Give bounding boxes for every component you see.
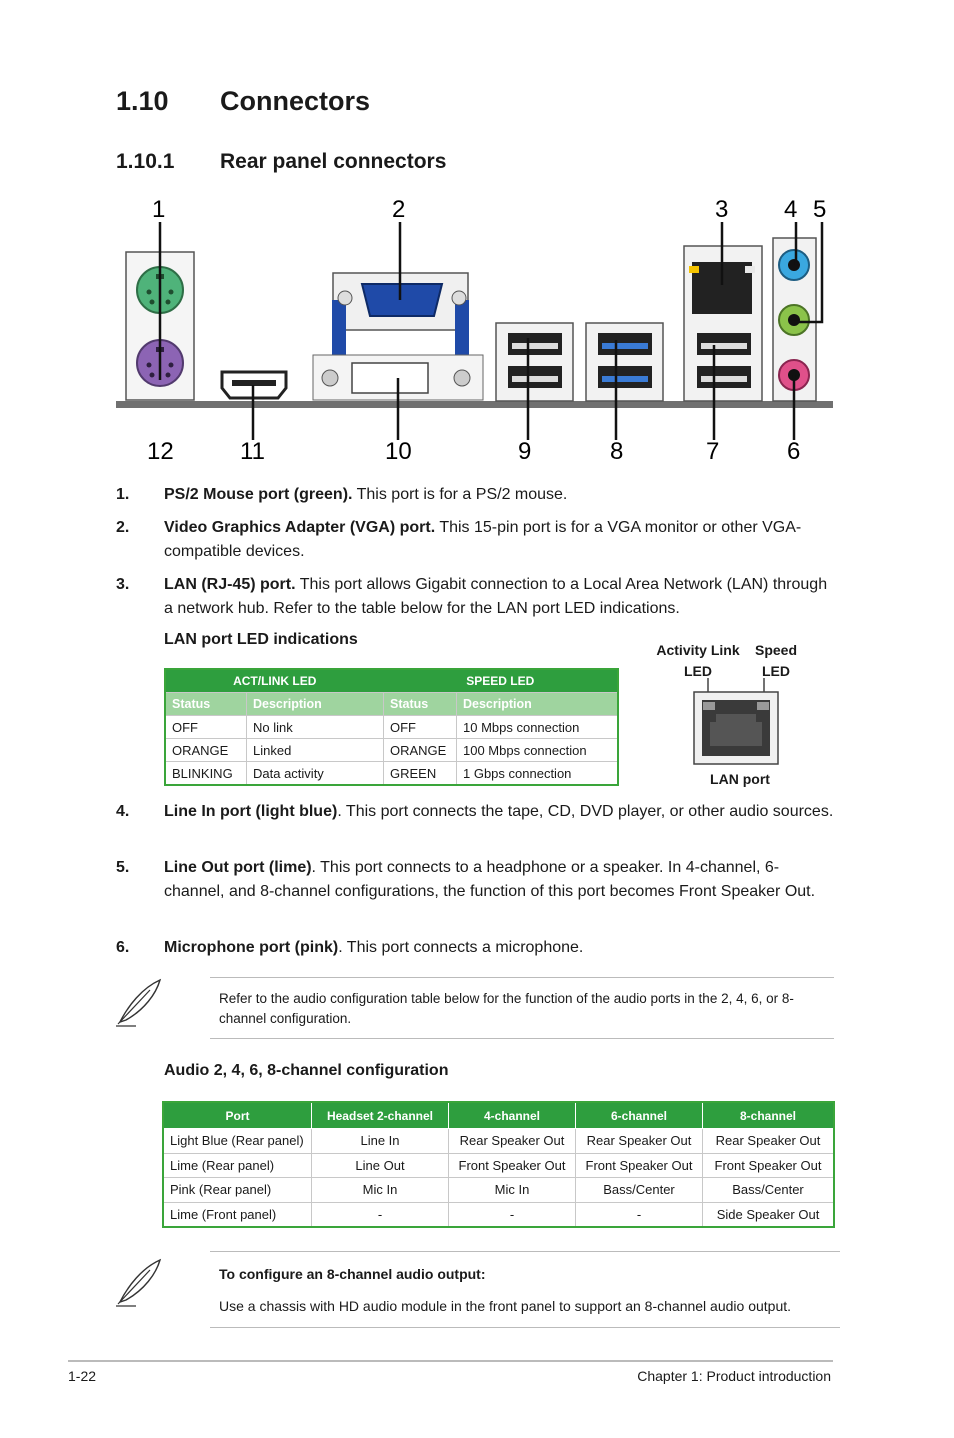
group-header-act: ACT/LINK LED <box>165 669 384 693</box>
list-item-text: . This port connects to a headphone or a speaker. In 4-channel, 6-channel, and 8-channel configurations, the function of this port becomes Front Speaker Out. <box>164 859 816 900</box>
column-header: Status <box>165 693 247 716</box>
list-item-3 <box>116 573 836 620</box>
list-item-4 <box>116 800 836 824</box>
table-cell: 10 Mbps connection <box>457 716 619 739</box>
column-header: Description <box>457 693 619 716</box>
table-header <box>163 1102 834 1129</box>
note-feather-icon <box>114 976 164 1028</box>
table-cell: GREEN <box>384 762 457 786</box>
list-item-number: 3. <box>116 576 130 593</box>
table-cell: 100 Mbps connection <box>457 739 619 762</box>
column-header: 6-channel <box>576 1102 703 1129</box>
list-item-number: 2. <box>116 519 130 536</box>
note-title: To configure an 8-channel audio output: <box>219 1266 486 1282</box>
callout-3: 3 <box>715 196 729 223</box>
list-item-5 <box>116 856 836 903</box>
audio-config-table <box>162 1101 835 1228</box>
table-row <box>163 1202 834 1227</box>
column-header: 4-channel <box>449 1102 576 1129</box>
list-item-1 <box>116 483 836 507</box>
table-row <box>165 762 618 786</box>
subsection-title-text: Rear panel connectors <box>220 150 447 173</box>
table-cell: Lime (Front panel) <box>163 1202 312 1227</box>
table-cell: Lime (Rear panel) <box>163 1153 312 1178</box>
callout-10: 10 <box>385 438 412 465</box>
list-item-bold: LAN (RJ-45) port. <box>164 576 296 593</box>
rear-panel-diagram <box>110 190 840 470</box>
table-cell: Bass/Center <box>703 1178 835 1203</box>
table-cell: Linked <box>247 739 384 762</box>
list-item-bold: Video Graphics Adapter (VGA) port. <box>164 519 436 536</box>
note-feather-icon <box>114 1256 164 1308</box>
audio-table-title: Audio 2, 4, 6, 8-channel configuration <box>164 1062 449 1079</box>
list-item-bold: Line Out port (lime) <box>164 859 312 876</box>
vga-port <box>362 284 442 316</box>
table-cell: ORANGE <box>384 739 457 762</box>
column-header: Description <box>247 693 384 716</box>
lan-port-illustration <box>690 676 790 768</box>
table-group-header <box>165 669 618 693</box>
table-cell: Front Speaker Out <box>576 1153 703 1178</box>
footer-chapter: Chapter 1: Product introduction <box>637 1368 831 1384</box>
note-box-1 <box>210 977 834 1039</box>
column-header: Headset 2-channel <box>312 1102 449 1129</box>
dvi-port <box>352 363 428 393</box>
table-cell: Front Speaker Out <box>703 1153 835 1178</box>
callout-11: 11 <box>240 438 265 465</box>
section-number: 1.10 <box>116 86 169 116</box>
table-cell: BLINKING <box>165 762 247 786</box>
subsection-number: 1.10.1 <box>116 150 175 173</box>
table-cell: - <box>449 1202 576 1227</box>
table-row <box>163 1129 834 1154</box>
subsection-title <box>116 150 446 174</box>
footer-divider <box>68 1360 833 1362</box>
column-header: 8-channel <box>703 1102 835 1129</box>
section-title: Connectors <box>220 86 371 116</box>
table-row <box>165 739 618 762</box>
list-item-number: 5. <box>116 859 130 876</box>
table-cell: No link <box>247 716 384 739</box>
note-text: Refer to the audio configuration table below for the function of the audio ports in the 2, 4, 6, or 8-channel configuration. <box>219 991 794 1026</box>
table-cell: Rear Speaker Out <box>703 1129 835 1154</box>
callout-2: 2 <box>392 196 406 223</box>
table-cell: Front Speaker Out <box>449 1153 576 1178</box>
page-title <box>116 86 370 117</box>
rear-panel-illustration <box>110 190 840 470</box>
list-item-bold: Line In port (light blue) <box>164 803 338 820</box>
table-column-header <box>165 693 618 716</box>
table-cell: 1 Gbps connection <box>457 762 619 786</box>
list-item-bold: PS/2 Mouse port (green). <box>164 486 353 503</box>
table-row <box>163 1153 834 1178</box>
list-item-text: This port is for a PS/2 mouse. <box>352 486 568 503</box>
table-cell: - <box>576 1202 703 1227</box>
table-cell: Pink (Rear panel) <box>163 1178 312 1203</box>
callout-4: 4 <box>784 196 798 223</box>
list-item-text: This port allows Gigabit connection to a Local Area Network (LAN) through a network hub. Refer to the table below for the LAN port LED indications. <box>164 576 828 617</box>
list-item-number: 1. <box>116 486 130 503</box>
callout-6: 6 <box>787 438 801 465</box>
list-item-text: . This port connects a microphone. <box>338 939 584 956</box>
lan-table-title: LAN port LED indications <box>164 631 358 648</box>
list-item-number: 4. <box>116 803 130 820</box>
callout-12: 12 <box>147 438 174 465</box>
lan-speed-label: Speed LED <box>754 642 797 679</box>
table-cell: OFF <box>384 716 457 739</box>
table-cell: Data activity <box>247 762 384 786</box>
table-row <box>165 716 618 739</box>
column-header: Port <box>163 1102 312 1129</box>
callout-9: 9 <box>518 438 532 465</box>
list-item-6 <box>116 936 836 960</box>
column-header: Status <box>384 693 457 716</box>
table-cell: Light Blue (Rear panel) <box>163 1129 312 1154</box>
panel-base <box>116 401 833 408</box>
callout-8: 8 <box>610 438 624 465</box>
table-cell: Line Out <box>312 1153 449 1178</box>
table-cell: Line In <box>312 1129 449 1154</box>
note-text: Use a chassis with HD audio module in the front panel to support an 8-channel audio output. <box>219 1298 792 1314</box>
lan-activity-label: Activity Link LED <box>656 642 740 679</box>
table-cell: Mic In <box>449 1178 576 1203</box>
list-item-text: . This port connects the tape, CD, DVD player, or other audio sources. <box>337 803 834 820</box>
list-item-number: 6. <box>116 939 130 956</box>
callout-5: 5 <box>813 196 827 223</box>
callout-7: 7 <box>706 438 720 465</box>
callout-1: 1 <box>152 196 166 223</box>
lan-led-table <box>164 668 619 786</box>
table-cell: OFF <box>165 716 247 739</box>
table-cell: Side Speaker Out <box>703 1202 835 1227</box>
table-cell: Bass/Center <box>576 1178 703 1203</box>
note-box-2 <box>210 1251 840 1328</box>
table-cell: ORANGE <box>165 739 247 762</box>
footer-page-number: 1-22 <box>68 1368 97 1384</box>
table-row <box>163 1178 834 1203</box>
table-cell: - <box>312 1202 449 1227</box>
list-item-text: This 15-pin port is for a VGA monitor or other VGA-compatible devices. <box>164 519 802 560</box>
table-cell: Mic In <box>312 1178 449 1203</box>
table-cell: Rear Speaker Out <box>576 1129 703 1154</box>
list-item-2 <box>116 516 836 563</box>
lan-port-label: LAN port <box>710 771 770 787</box>
list-item-bold: Microphone port (pink) <box>164 939 339 956</box>
group-header-speed: SPEED LED <box>384 669 619 693</box>
table-cell: Rear Speaker Out <box>449 1129 576 1154</box>
